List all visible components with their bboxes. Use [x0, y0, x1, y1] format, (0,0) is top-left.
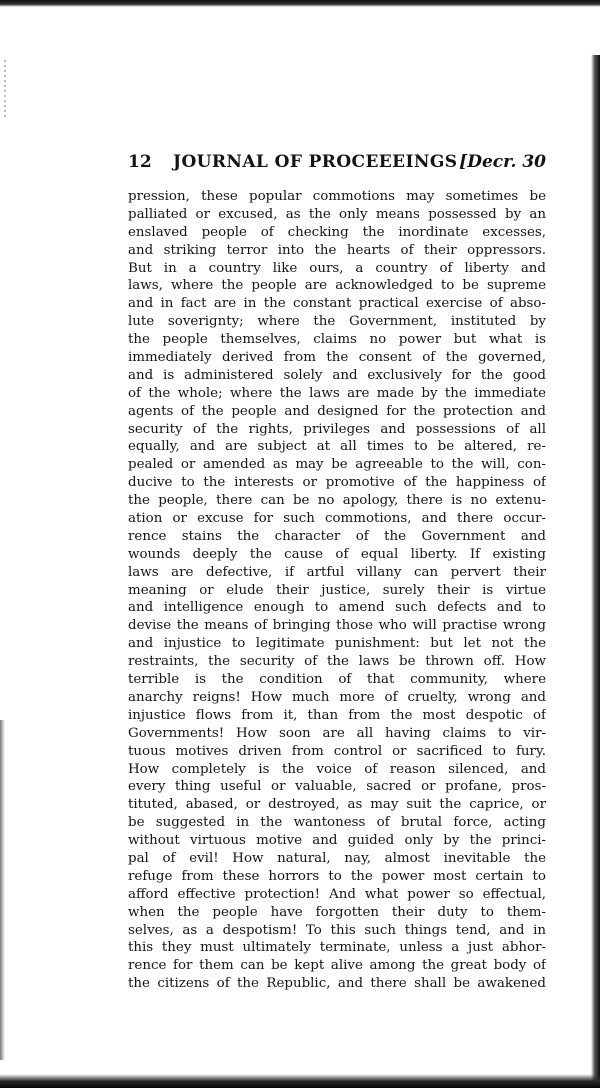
running-header [128, 152, 546, 176]
text-line: immediately derived from the consent of the governed, [128, 350, 546, 366]
text-line: equally, and are subject at all times to be altered, re- [128, 439, 546, 455]
text-line: security of the rights, privileges and possessions of all [128, 421, 546, 437]
text-line: rence stains the character of the Government and [128, 528, 546, 544]
text-line: when the people have forgotten their duty to them- [128, 904, 546, 920]
text-line: terrible is the condition of that community, where [128, 672, 546, 688]
text-line: tituted, abased, or destroyed, as may suit the caprice, or [128, 797, 546, 813]
text-line: Governments! How soon are all having claims to vir- [128, 725, 546, 741]
text-line: devise the means of bringing those who will practise wrong [128, 618, 546, 634]
text-line: this they must ultimately terminate, unless a just abhor- [128, 940, 546, 956]
text-line: agents of the people and designed for the protection and [128, 403, 546, 419]
page-number: 12 [128, 152, 152, 172]
text-line: palliated or excused, as the only means possessed by an [128, 206, 546, 222]
text-line: ation or excuse for such commotions, and there occur- [128, 511, 546, 527]
text-line: enslaved people of checking the inordinate excesses, [128, 224, 546, 240]
text-line: pression, these popular commotions may sometimes be [128, 189, 546, 204]
text-line: pealed or amended as may be agreeable to the will, con- [128, 457, 546, 473]
text-line: without virtuous motive and guided only by the princi- [128, 833, 546, 849]
text-line: the people, there can be no apology, there is no extenu- [128, 493, 546, 509]
scan-bottom-edge [0, 1074, 600, 1088]
text-line: injustice flows from it, than from the most despotic of [128, 707, 546, 723]
body-text [128, 188, 546, 993]
text-line: refuge from these horrors to the power most certain to [128, 868, 546, 884]
text-line: afford effective protection! And what power so effectual, [128, 886, 546, 902]
text-line: tuous motives driven from control or sacrificed to fury. [128, 743, 546, 759]
text-line: laws, where the people are acknowledged to be supreme [128, 278, 546, 294]
text-line: How completely is the voice of reason silenced, and [128, 761, 546, 777]
text-line: and in fact are in the constant practical exercise of abso- [128, 296, 546, 312]
text-line: the citizens of the Republic, and there shall be awakened [128, 976, 546, 992]
scan-left-edge [0, 720, 5, 1060]
text-line: But in a country like ours, a country of liberty and [128, 260, 546, 276]
text-line: and is administered solely and exclusively for the good [128, 367, 546, 383]
text-line: every thing useful or valuable, sacred or profane, pros- [128, 779, 546, 795]
text-line: ducive to the interests or promotive of the happiness of [128, 475, 546, 491]
header-date: [Decr. 30 [459, 152, 546, 172]
running-title: JOURNAL OF PROCEEEINGS [173, 152, 458, 172]
text-line: and injustice to legitimate punishment: but let not the [128, 636, 546, 652]
text-line: restraints, the security of the laws be thrown off. How [128, 654, 546, 670]
scan-top-edge [0, 0, 600, 7]
scan-right-edge [591, 55, 600, 1088]
text-line: of the whole; where the laws are made by the immediate [128, 385, 546, 401]
text-line: the people themselves, claims no power but what is [128, 332, 546, 348]
text-line: wounds deeply the cause of equal liberty. If existing [128, 546, 546, 562]
text-line: and intelligence enough to amend such defects and to [128, 600, 546, 616]
text-line: and striking terror into the hearts of their oppressors. [128, 242, 546, 258]
text-line: lute soverignty; where the Government, instituted by [128, 314, 546, 330]
text-line: rence for them can be kept alive among the great body of [128, 958, 546, 974]
text-line: laws are defective, if artful villany can pervert their [128, 564, 546, 580]
text-line: be suggested in the wantoness of brutal force, acting [128, 815, 546, 831]
text-line: anarchy reigns! How much more of cruelty, wrong and [128, 689, 546, 705]
text-line: pal of evil! How natural, nay, almost inevitable the [128, 850, 546, 866]
text-line: selves, as a despotism! To this such things tend, and in [128, 922, 546, 938]
scan-margin-mark [4, 60, 6, 120]
text-line: meaning or elude their justice, surely their is virtue [128, 582, 546, 598]
